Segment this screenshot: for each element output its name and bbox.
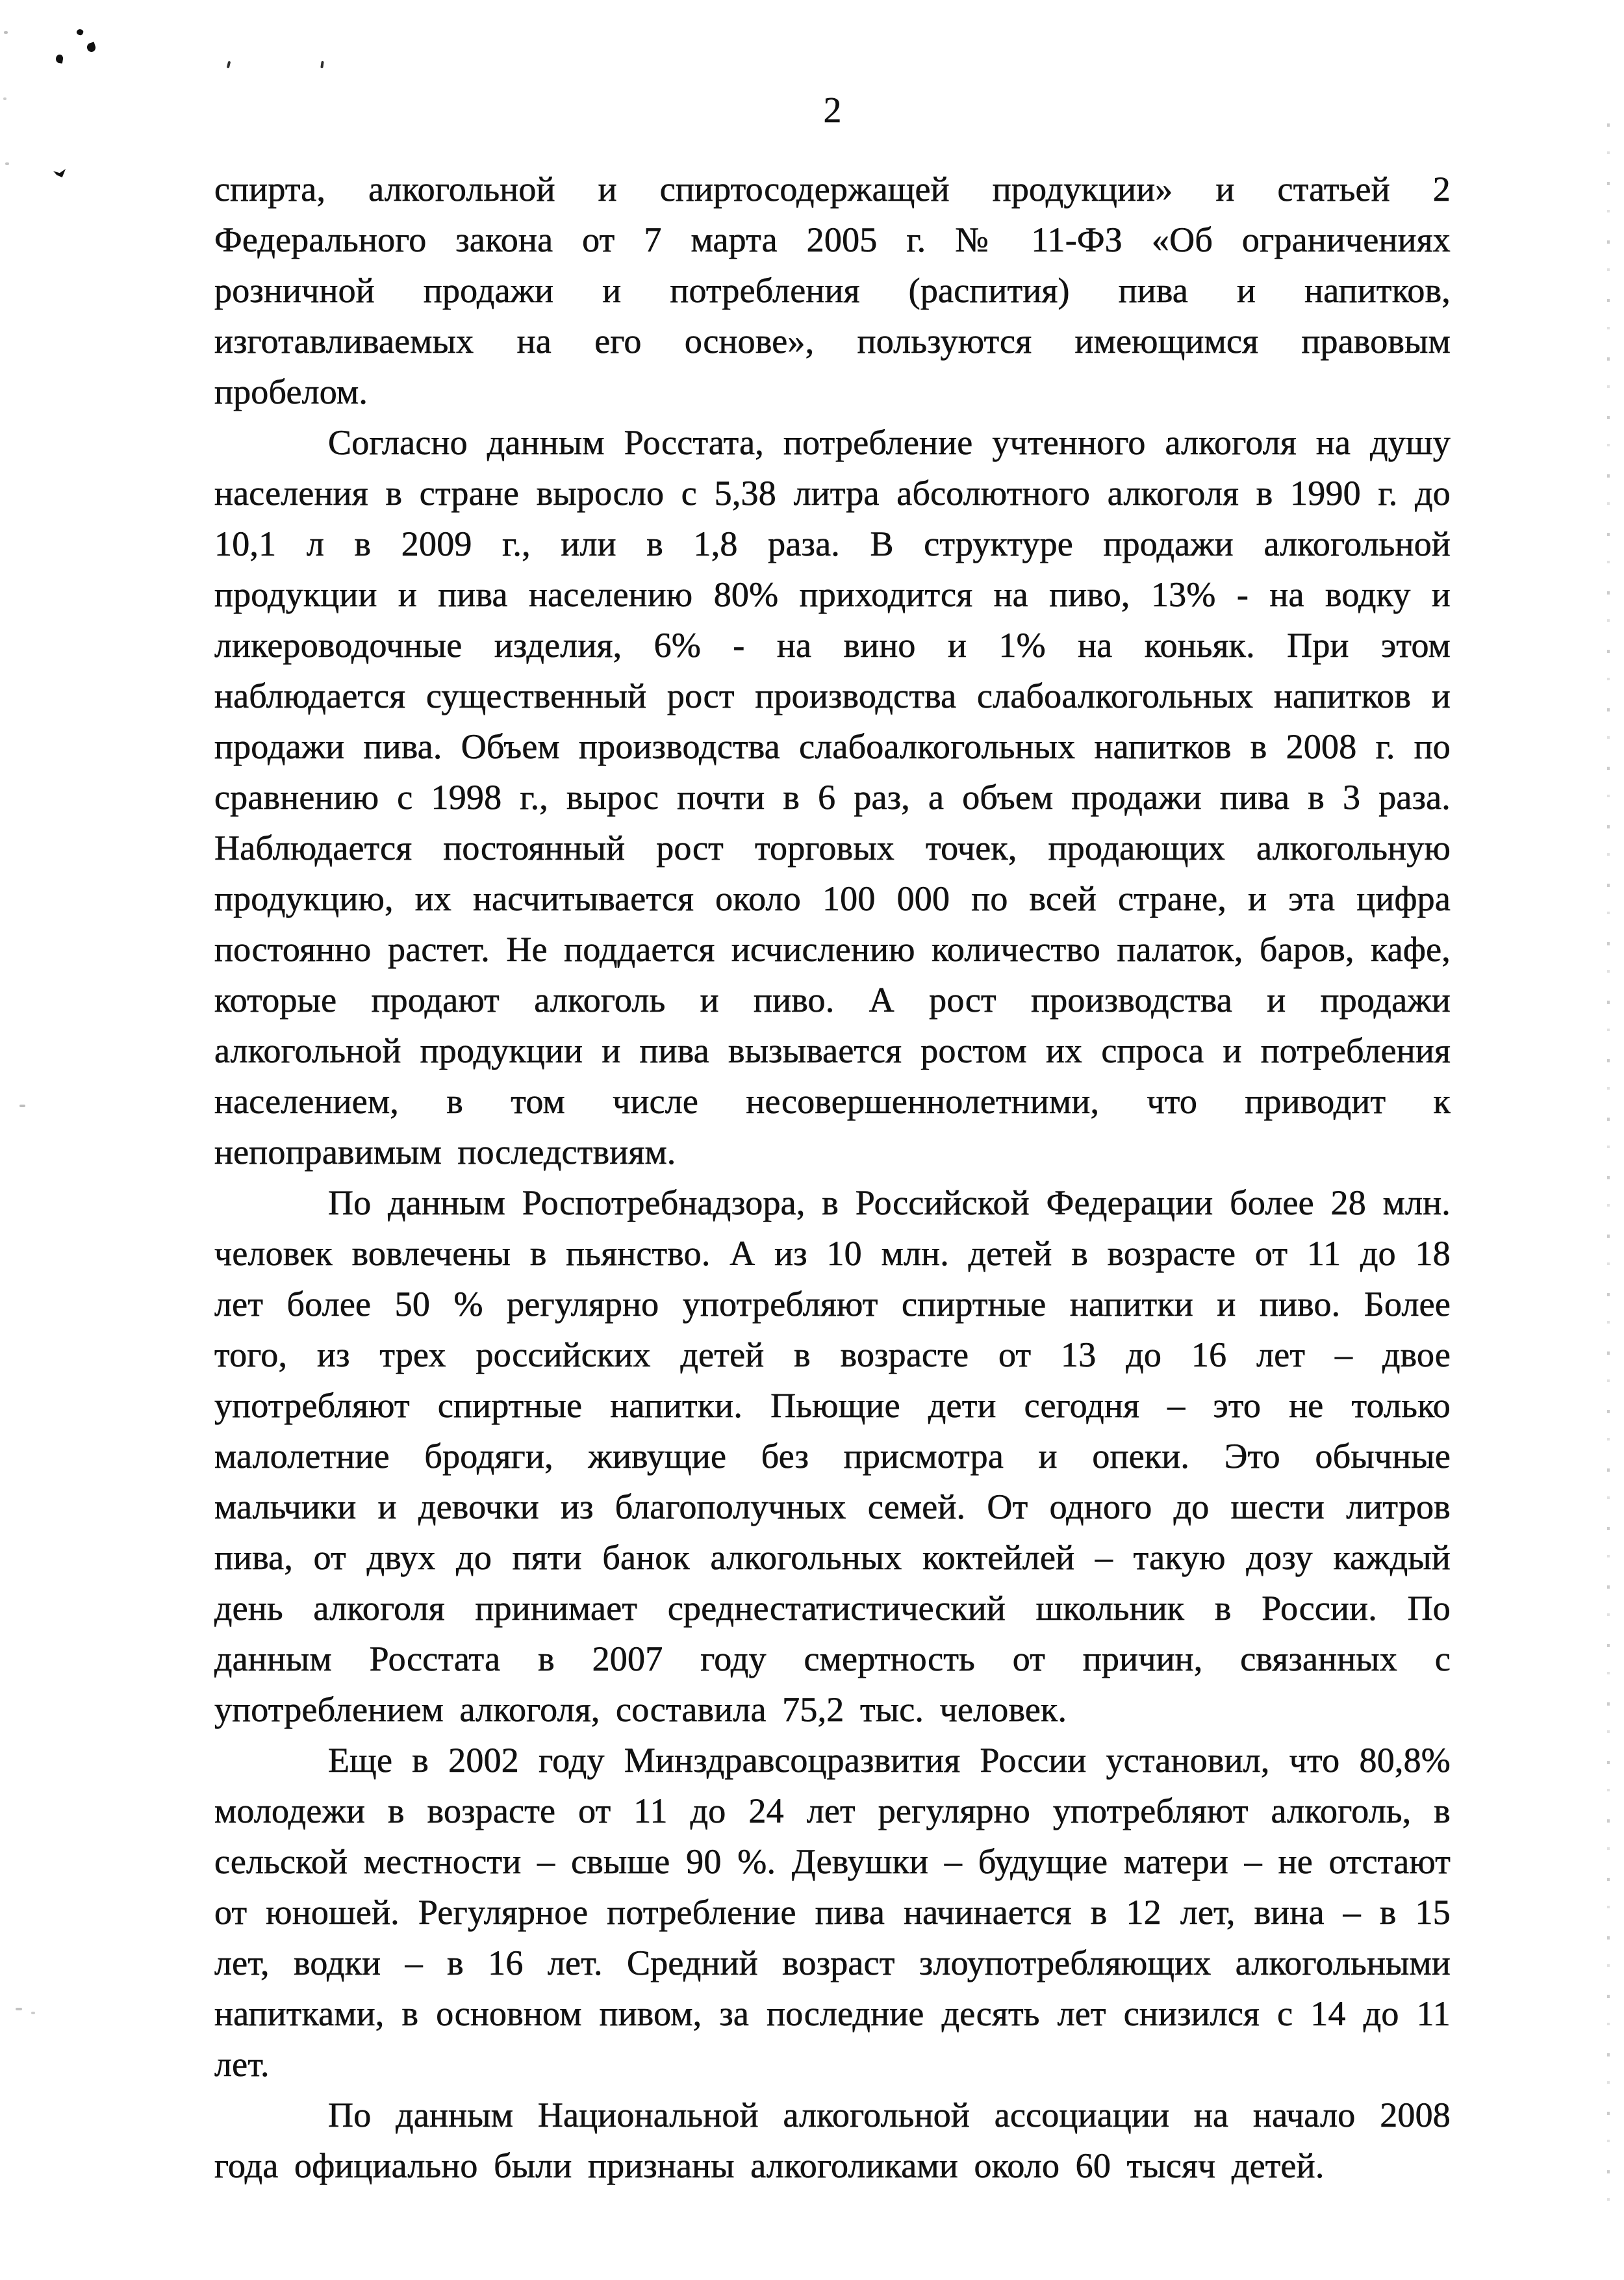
ink-speck <box>76 29 84 36</box>
scan-dust <box>3 97 6 100</box>
scan-dust <box>19 1105 25 1107</box>
paragraph-rospotrebnadzor-children: По данным Роспотребнадзора, в Российской Федерации более 28 млн. человек вовлечены в пьянство. А из 10 млн. детей в возрасте от 11 до 18 лет более 50 % регулярно употребляют спиртные напитки и пиво. Более того, из трех российских детей в возрасте от 13 до 16 лет – двое употребляют спиртные напитки. Пьющие дети сегодня – это не только малолетние бродяги, живущие без присмотра и опеки. Это обычные мальчики и девочки из благополучных семей. От одного до шести литров пива, от двух до пяти банок алкогольных коктейлей – такую дозу каждый день алкоголя принимает среднестатистический школьник в России. По данным Росстата в 2007 году смертность от причин, связанных с употреблением алкоголя, составила 75,2 тыс. человек. <box>214 1183 1451 1729</box>
scan-noise-column <box>1607 123 1610 2222</box>
paragraph-continuation: спирта, алкогольной и спиртосодержащей продукции» и статьей 2 Федерального закона от 7 марта 2005 г. № 11-ФЗ «Об ограничениях розничной продажи и потребления (распития) пива и напитков, изготавливаемых на его основе», пользуются имеющимся правовым пробелом. <box>214 170 1451 411</box>
ink-speck <box>53 169 66 177</box>
ink-speck <box>320 61 324 68</box>
scan-dust <box>5 162 9 165</box>
paragraph-minzdrav-2002: Еще в 2002 году Минздравсоцразвития России установил, что 80,8% молодежи в возрасте от 11 до 24 лет регулярно употребляют алкоголь, в сельской местности – свыше 90 %. Девушки – будущие матери – не отстают от юношей. Регулярное потребление пива начинается в 12 лет, вина – в 15 лет, водки – в 16 лет. Средний возраст злоупотребляющих алкогольными напитками, в основном пивом, за последние десять лет снизился с 14 до 11 лет. <box>214 1741 1451 2084</box>
ink-speck <box>86 42 97 53</box>
ink-speck <box>227 61 231 69</box>
page-number: 2 <box>823 90 842 131</box>
scan-dust <box>16 2008 22 2010</box>
document-body <box>214 164 1451 2191</box>
paragraph-rosstat-consumption: Согласно данным Росстата, потребление учтенного алкоголя на душу населения в стране выросло с 5,38 литра абсолютного алкоголя в 1990 г. до 10,1 л в 2009 г., или в 1,8 раза. В структуре продажи алкогольной продукции и пива населению 80% приходится на пиво, 13% - на водку и ликероводочные изделия, 6% - на вино и 1% на коньяк. При этом наблюдается существенный рост производства слабоалкогольных напитков и продажи пива. Объем производства слабоалкогольных напитков в 2008 г. по сравнению с 1998 г., вырос почти в 6 раз, а объем продажи пива в 3 раза. Наблюдается постоянный рост торговых точек, продающих алкогольную продукцию, их насчитывается около 100 000 по всей стране, и эта цифра постоянно растет. Не поддается исчислению количество палаток, баров, кафе, которые продают алкоголь и пиво. А рост производства и продажи алкогольной продукции и пива вызывается ростом их спроса и потребления населением, в том числе несовершеннолетними, что приводит к непоправимым последствиям. <box>214 423 1451 1172</box>
scan-dust <box>4 31 8 34</box>
scan-dust <box>31 2012 35 2014</box>
paragraph-national-alcohol-association: По данным Национальной алкогольной ассоциации на начало 2008 года официально были признаны алкоголиками около 60 тысяч детей. <box>214 2095 1451 2185</box>
ink-speck <box>55 54 64 64</box>
